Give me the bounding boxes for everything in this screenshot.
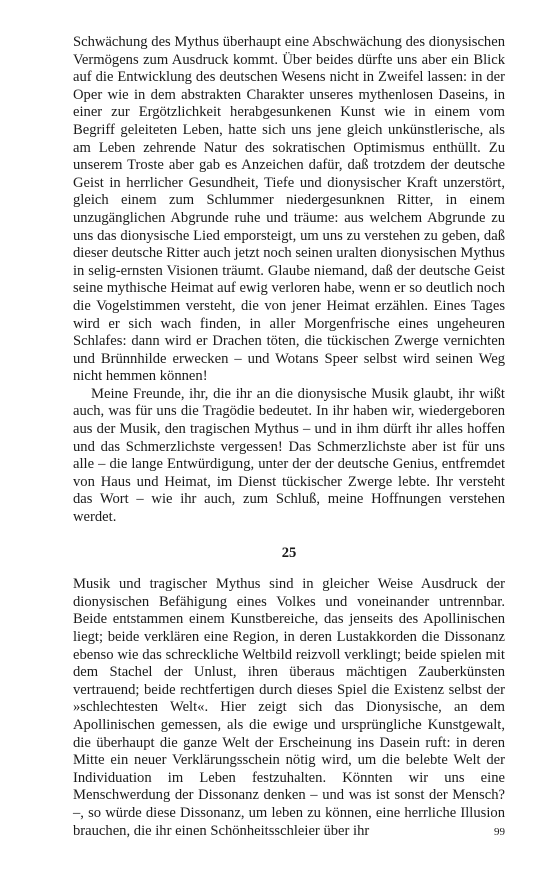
section-number: 25 xyxy=(281,544,297,561)
page-number: 99 xyxy=(494,826,505,838)
body-paragraph: Meine Freunde, ihr, die ihr an die dionysische Musik glaubt, ihr wißt auch, was für uns die Tragödie bedeutet. In ihr haben wir, wiedergeboren aus der Musik, den tragischen Mythus – und in ihm dürft ihr alles hoffen und das Schmerzlichste vergessen! Das Schmerzlichste aber ist für uns alle – die lange Entwürdigung, unter der der deutsche Genius, entfremdet von Haus und Heimat, im Dienst tückischer Zwerge lebte. Ihr versteht das Wort – wie ihr auch, zum Schluß, meine Hoffnungen verstehen werdet. xyxy=(73,385,505,526)
body-paragraph: Schwächung des Mythus überhaupt eine Abschwächung des dionysischen Vermögens zum Ausdruck kommt. Über beides dürfte uns aber ein Blick auf die Entwicklung des deutschen Wesens nicht in Zweifel lassen: in der Oper wie in dem abstrakten Charakter unseres mythenlosen Daseins, in einer zur Ergötzlichkeit herabgesunkenen Kunst wie in einem vom Begriff geleiteten Leben, hatte sich uns jene gleich unkünstlerische, als am Leben zehrende Natur des sokratischen Optimismus enthüllt. Zu unserem Troste aber gab es Anzeichen dafür, daß trotzdem der deutsche Geist in herrlicher Gesundheit, Tiefe und dionysischer Kraft unzerstört, gleich einem zum Schlummer niedergesunknen Ritter, in einem unzugänglichen Abgrunde ruhe und träume: aus welchem Abgrunde zu uns das dionysische Lied emporsteigt, um uns zu verstehen zu geben, daß dieser deutsche Ritter auch jetzt noch seinen uralten dionysischen Mythus in selig-ernsten Visionen träumt. Glaube niemand, daß der deutsche Geist seine mythische Heimat auf ewig verloren habe, wenn er so deutlich noch die Vogelstimmen versteht, die von jener Heimat erzählen. Eines Tages wird er sich wach finden, in aller Morgenfrische eines ungeheuren Schlafes: dann wird er Drachen töten, die tückischen Zwerge vernichten und Brünnhilde erwecken – und Wotans Speer selbst wird seinen Weg nicht hemmen können! xyxy=(73,34,505,385)
body-paragraph: Musik und tragischer Mythus sind in gleicher Weise Ausdruck der dionysischen Befähigung eines Volkes und voneinander untrennbar. Beide entstammen einem Kunstbereiche, das jenseits des Apollinischen liegt; beide verklären eine Region, in deren Lustakkorden die Dissonanz ebenso wie das schreckliche Weltbild reizvoll verklingt; beide spielen mit dem Stachel der Unlust, ihren überaus mächtigen Zauberkünsten vertrauend; beide rechtfertigen durch dieses Spiel die Existenz selbst der »schlechtesten Welt«. Hier zeigt sich das Dionysische, an dem Apollinischen gemessen, als die ewige und ursprüngliche Kunstgewalt, die überhaupt die ganze Welt der Erscheinung ins Dasein ruft: in deren Mitte ein neuer Verklärungsschein nötig wird, um die belebte Welt der Individuation im Leben festzuhalten. Könnten wir uns eine Menschwerdung der Dissonanz denken – und was ist sonst der Mensch? –, so würde diese Dissonanz, um leben zu können, eine herrliche Illusion brauchen, die ihr einen Schönheitsschleier über ihr xyxy=(73,576,505,839)
page-text-block xyxy=(73,34,505,840)
